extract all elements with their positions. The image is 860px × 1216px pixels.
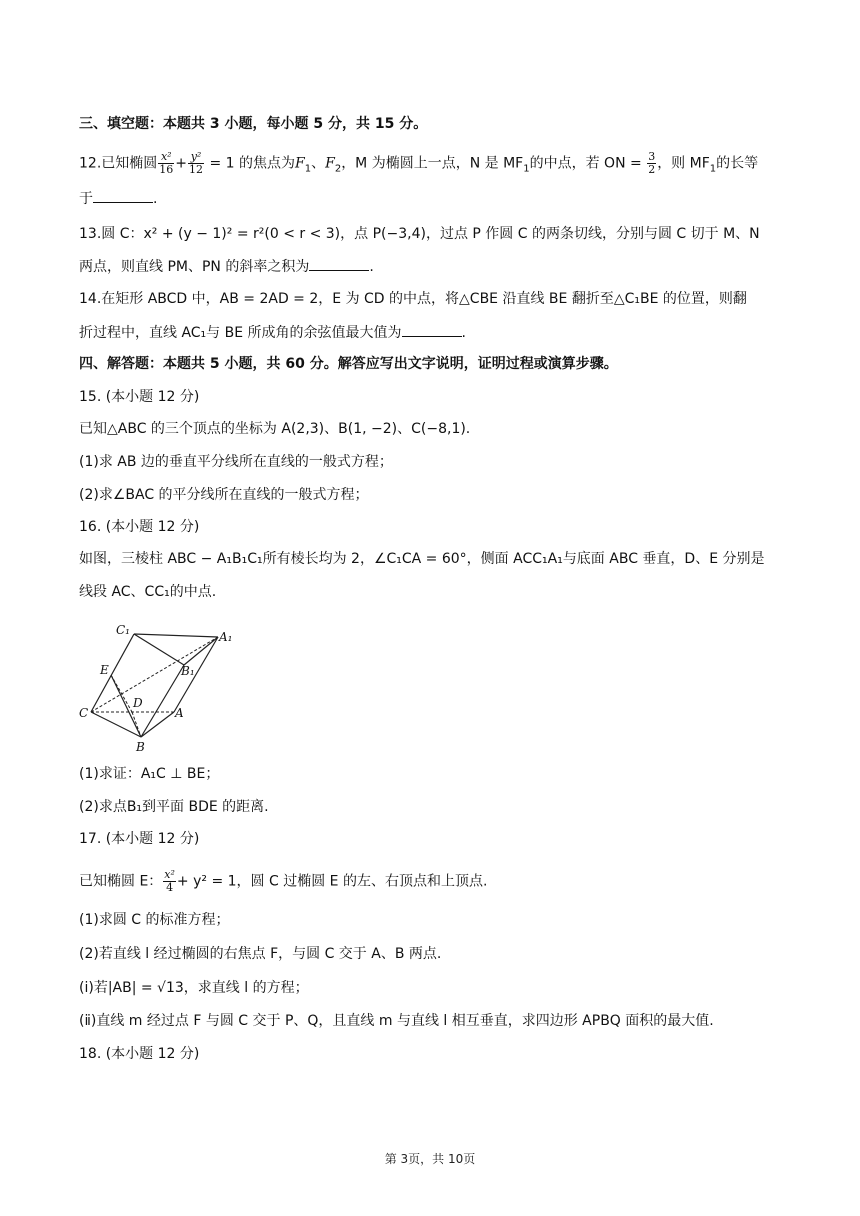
- edge-b-a: [141, 712, 174, 737]
- question-17-part-2-ii: (ⅱ)直线 m 经过点 F 与圆 C 交于 P、Q，且直线 m 与直线 l 相互垂直，求四边形 APBQ 面积的最大值.: [79, 1013, 714, 1029]
- question-18-header: 18. (本小题 12 分): [79, 1046, 200, 1062]
- page-footer: 第 3页，共 10页: [384, 1152, 476, 1166]
- edge-b1-a1: [184, 637, 218, 665]
- question-16-line-1: 如图，三棱柱 ABC − A₁B₁C₁所有棱长均为 2，∠C₁CA = 60°，侧面 ACC₁A₁与底面 ABC 垂直，D、E 分别是: [79, 551, 765, 567]
- fraction-y2-12: $\frac{\text{y²}}{12}$: [189, 150, 203, 176]
- fraction-x2-4: $\frac{\text{x²}}{4}$: [164, 868, 175, 894]
- question-17-part-2: (2)若直线 l 经过椭圆的右焦点 F，与圆 C 交于 A、B 两点.: [79, 946, 442, 962]
- label-a1: A₁: [219, 630, 233, 644]
- edge-b1-b: [141, 665, 184, 737]
- label-a: A: [175, 706, 184, 720]
- answer-blank-14[interactable]: [402, 322, 462, 337]
- answer-blank-13[interactable]: [309, 256, 369, 271]
- edge-c1-c: [91, 634, 134, 712]
- prism-figure: [78, 623, 238, 753]
- question-17-part-2-i: (ⅰ)若|AB| = √13，求直线 l 的方程；: [79, 980, 309, 996]
- label-c1: C₁: [116, 623, 130, 637]
- question-17-stem: 已知椭圆 E： $\frac{\text{x²}}{4}$ + y² = 1，圆 C 过椭圆 E 的左、右顶点和上顶点.: [79, 868, 488, 894]
- segment-e-d-hidden: [111, 675, 132, 712]
- edge-c1-a1: [134, 634, 218, 637]
- question-15-part-2: (2)求∠BAC 的平分线所在直线的一般式方程；: [79, 487, 369, 503]
- question-15-header: 15. (本小题 12 分): [79, 389, 200, 405]
- question-13-line-1: 13.圆 C：x² + (y − 1)² = r²(0 < r < 3)，点 P(−3,4)，过点 P 作圆 C 的两条切线，分别与圆 C 切于 M、N: [79, 226, 760, 242]
- question-16-part-2: (2)求点B₁到平面 BDE 的距离.: [79, 799, 269, 815]
- question-14-line-2: 折过程中，直线 AC₁与 BE 所成角的余弦值最大值为 .: [79, 322, 788, 343]
- edge-c1-b1: [134, 634, 184, 665]
- edge-c-b: [91, 712, 141, 737]
- question-17-header: 17. (本小题 12 分): [79, 831, 200, 847]
- question-17-part-1: (1)求圆 C 的标准方程；: [79, 912, 230, 928]
- question-14-line-1: 14.在矩形 ABCD 中，AB = 2AD = 2，E 为 CD 的中点，将△CBE 沿直线 BE 翻折至△C₁BE 的位置，则翻: [79, 291, 747, 307]
- question-12-line-2: 于 .: [79, 188, 788, 209]
- question-12-number: 12.: [79, 155, 102, 172]
- question-16-line-2: 线段 AC、CC₁的中点.: [79, 584, 217, 600]
- segment-c-a1-hidden: [91, 637, 218, 712]
- label-b: B: [136, 740, 145, 753]
- fraction-3-2: $\frac{3}{2}$: [648, 150, 656, 176]
- question-16-part-1: (1)求证：A₁C ⊥ BE；: [79, 766, 220, 782]
- fraction-x2-16: $\frac{\text{x²}}{16}$: [159, 150, 174, 176]
- question-13-line-2: 两点，则直线 PM、PN 的斜率之积为 .: [79, 256, 788, 277]
- question-12-line-1: 12.已知椭圆 $\frac{\text{x²}}{16}$ + $\frac{\text{y²}}{12}$ = 1 的焦点为$F_1$、$F_2$，M 为椭圆上一点，N 是 $MF_1$的中点，若 ON = $\frac{3}{2}$ ，则 $MF_1$的长等: [79, 150, 759, 176]
- label-b1: B₁: [181, 664, 195, 678]
- label-e: E: [100, 663, 109, 677]
- label-c: C: [79, 706, 89, 720]
- answer-blank-12[interactable]: [93, 188, 153, 203]
- question-15-part-1: (1)求 AB 边的垂直平分线所在直线的一般式方程；: [79, 454, 393, 470]
- section-4-heading: 四、解答题：本题共 5 小题，共 60 分。解答应写出文字说明，证明过程或演算步骤。: [79, 356, 618, 372]
- label-d: D: [133, 696, 143, 710]
- question-16-header: 16. (本小题 12 分): [79, 519, 200, 535]
- section-3-heading: 三、填空题：本题共 3 小题，每小题 5 分，共 15 分。: [79, 116, 428, 132]
- question-15-stem: 已知△ABC 的三个顶点的坐标为 A(2,3)、B(1, −2)、C(−8,1).: [79, 421, 471, 437]
